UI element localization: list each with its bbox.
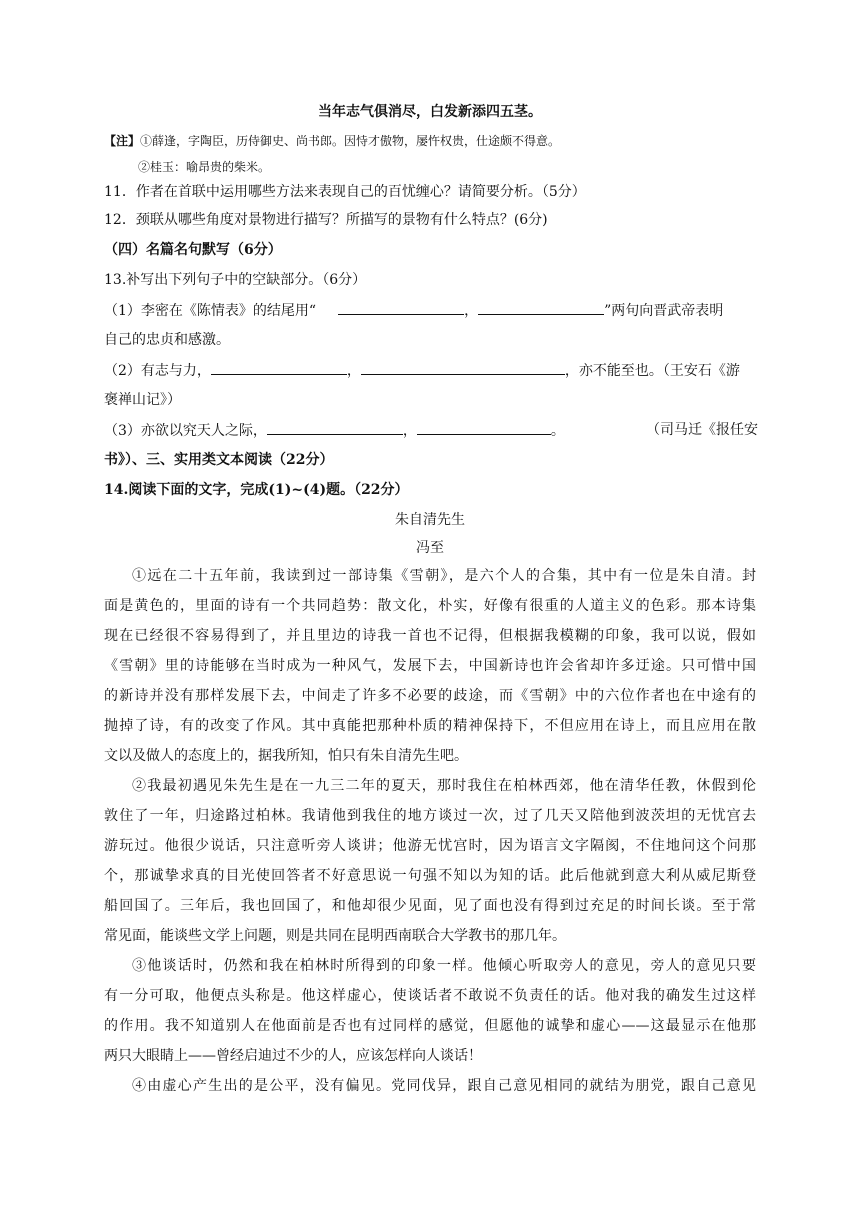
item-3-prefix: （3）亦欲以究天人之际， bbox=[104, 423, 267, 439]
answer-blank-6[interactable] bbox=[417, 420, 551, 435]
paragraph-3-line: 的作用。我不知道别人在他面前是否也有过同样的感觉，但愿他的诚挚和虚心——这最显示在他那 bbox=[104, 1018, 756, 1034]
item-1-suffix: ”两句向晋武帝表明 bbox=[604, 303, 724, 319]
item-2-prefix: （2）有志与力， bbox=[104, 363, 211, 379]
item-3-separator: ， bbox=[402, 423, 417, 439]
answer-blank-4[interactable] bbox=[361, 360, 565, 375]
answer-blank-3[interactable] bbox=[211, 360, 347, 375]
question-13-item-1 bbox=[104, 300, 723, 321]
item-2-separator: ， bbox=[346, 363, 361, 379]
question-12: 12．颈联从哪些角度对景物进行描写？所描写的景物有什么特点？(6分) bbox=[104, 212, 548, 228]
paragraph-1-line: 现在已经很不容易得到了，并且里边的诗我一首也不记得，但根据我模糊的印象，我可以说，假如 bbox=[104, 628, 756, 644]
paragraph-1-line: 面是黄色的，里面的诗有一个共同趋势：散文化，朴实，好像有很重的人道主义的色彩。那本诗集 bbox=[104, 598, 756, 614]
paragraph-2-line: 常见面，能谈些文学上问题，则是共同在昆明西南联合大学教书的那几年。 bbox=[104, 928, 566, 944]
section-3-heading: 书》）、三、实用类文本阅读（22分） bbox=[104, 452, 334, 468]
article-title: 朱自清先生 bbox=[395, 512, 465, 528]
note-tag: 【注】 bbox=[104, 134, 141, 148]
question-11: 11．作者在首联中运用哪些方法来表现自己的百忧缠心？请简要分析。（5分） bbox=[104, 184, 586, 200]
answer-blank-5[interactable] bbox=[267, 420, 403, 435]
item-1-prefix: （1）李密在《陈情表》的结尾用“ bbox=[104, 303, 317, 319]
section-4-heading: （四）名篇名句默写（6分） bbox=[104, 242, 282, 258]
question-13-item-3 bbox=[104, 420, 565, 441]
item-2-suffix: ，亦不能至也。（王安石《游 bbox=[564, 363, 740, 379]
paragraph-1-line: ①远在二十五年前，我读到过一部诗集《雪朝》，是六个人的合集，其中有一位是朱自清。封 bbox=[132, 568, 756, 584]
item-1-separator: ， bbox=[464, 303, 479, 319]
paragraph-3-line: 两只大眼睛上——曾经启迪过不少的人，应该怎样向人谈话！ bbox=[104, 1048, 482, 1064]
paragraph-2-line: 船回国了。三年后，我也回国了，和他却很少见面，见了面也没有得到过充足的时间长谈。至于常 bbox=[104, 898, 756, 914]
answer-blank-1[interactable] bbox=[338, 300, 464, 315]
paragraph-4-line: ④由虚心产生出的是公平，没有偏见。党同伐异，跟自己意见相同的就结为朋党，跟自己意见 bbox=[132, 1078, 756, 1094]
paragraph-2-line: 游玩过。他很少说话，只注意听旁人谈讲；他游无忧宫时，因为语言文字隔阂，不住地问这个问那 bbox=[104, 838, 756, 854]
item-3-end: 。 bbox=[550, 423, 565, 439]
paragraph-1-line: 的新诗并没有那样发展下去，中间走了许多不必要的歧途，而《雪朝》中的六位作者也在中途有的 bbox=[104, 688, 756, 704]
paragraph-2-line: 个，那诚挚求真的目光使回答者不好意思说一句强不知以为知的话。此后他就到意大利从威尼斯登 bbox=[104, 868, 756, 884]
paragraph-3-line: ③他谈话时，仍然和我在柏林时所得到的印象一样。他倾心听取旁人的意见，旁人的意见只要 bbox=[132, 958, 756, 974]
question-13-item-1-cont: 自己的忠贞和感激。 bbox=[104, 332, 230, 348]
paragraph-1-line: 《雪朝》里的诗能够在当时成为一种风气，发展下去，中国新诗也许会省却许多迂途。只可惜中国 bbox=[104, 658, 756, 674]
paragraph-2-line: ②我最初遇见朱先生是在一九三二年的夏天，那时我住在柏林西郊，他在清华任教，休假到伦 bbox=[132, 778, 756, 794]
paragraph-1-line: 抛掉了诗，有的改变了作风。其中真能把那种朴质的精神保持下，不但应用在诗上，而且应用在散 bbox=[104, 718, 756, 734]
article-author: 冯至 bbox=[416, 540, 444, 556]
poem-last-line: 当年志气俱消尽，白发新添四五茎。 bbox=[318, 104, 542, 120]
question-13-item-2-cont: 褒禅山记》） bbox=[104, 392, 181, 408]
question-13-title: 13.补写出下列句子中的空缺部分。（6分） bbox=[104, 272, 367, 288]
note-1 bbox=[104, 131, 560, 151]
paragraph-3-line: 有一分可取，他便点头称是。他这样虚心，使谈话者不敢说不负责任的话。他对我的确发生过这样 bbox=[104, 988, 756, 1004]
paragraph-2-line: 敦住了一年，归途路过柏林。我请他到我住的地方谈过一次，过了几天又陪他到波茨坦的无忧宫去 bbox=[104, 808, 756, 824]
question-13-item-2 bbox=[104, 360, 740, 381]
question-14-title: 14.阅读下面的文字，完成(1)~(4)题。（22分） bbox=[104, 482, 409, 498]
note-2: ②桂玉：喻昂贵的柴米。 bbox=[138, 160, 271, 174]
note-1-text: ①薛逢，字陶臣，历侍御史、尚书郎。因恃才傲物，屡忤权贵，仕途颇不得意。 bbox=[140, 134, 561, 148]
paragraph-1-line: 文以及做人的态度上的，据我所知，怕只有朱自清先生吧。 bbox=[104, 748, 468, 764]
question-13-item-3-source: （司马迁《报任安 bbox=[646, 422, 758, 438]
answer-blank-2[interactable] bbox=[478, 300, 604, 315]
